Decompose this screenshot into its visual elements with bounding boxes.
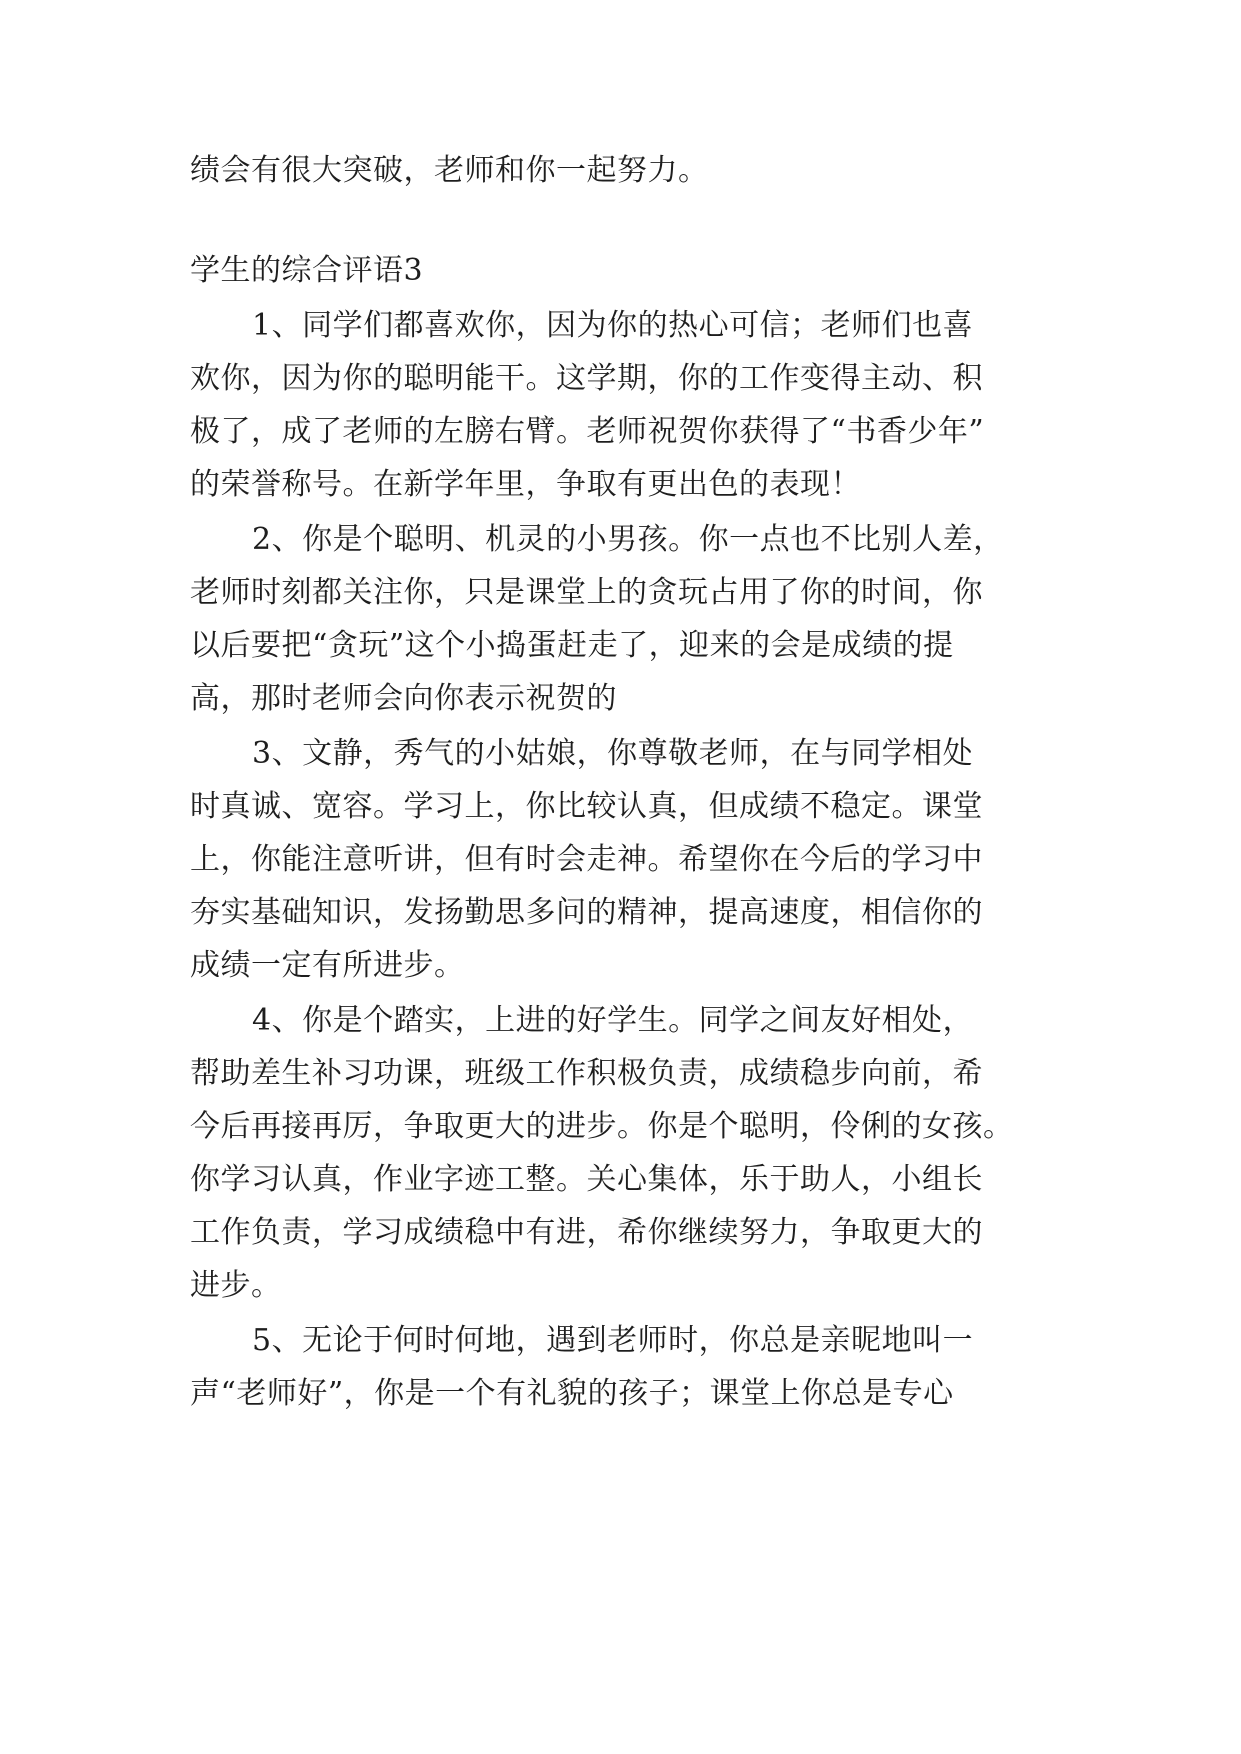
text-line: 2、你是个聪明、机灵的小男孩。你一点也不比别人差， (252, 522, 1004, 557)
text-line: 3、文静，秀气的小姑娘，你尊敬老师，在与同学相处 (252, 736, 974, 771)
text-line: 你学习认真，作业字迹工整。关心集体，乐于助人，小组长 (190, 1162, 983, 1197)
text-line: 欢你，因为你的聪明能干。这学期，你的工作变得主动、积 (190, 361, 983, 396)
text-line: 高，那时老师会向你表示祝贺的 (190, 681, 617, 716)
text-line: 工作负责，学习成绩稳中有进，希你继续努力，争取更大的 (190, 1215, 983, 1250)
text-line: 时真诚、宽容。学习上，你比较认真，但成绩不稳定。课堂 (190, 789, 983, 824)
text-line: 今后再接再厉，争取更大的进步。你是个聪明，伶俐的女孩。 (190, 1109, 1014, 1144)
text-line: 绩会有很大突破，老师和你一起努力。 (190, 153, 709, 188)
text-line: 老师时刻都关注你，只是课堂上的贪玩占用了你的时间，你 (190, 575, 983, 610)
text-line: 上，你能注意听讲，但有时会走神。希望你在今后的学习中 (190, 842, 983, 877)
text-line: 帮助差生补习功课，班级工作积极负责，成绩稳步向前，希 (190, 1056, 983, 1091)
text-line: 声“老师好”，你是一个有礼貌的孩子；课堂上你总是专心 (190, 1376, 954, 1411)
text-line: 极了，成了老师的左膀右臂。老师祝贺你获得了“书香少年” (190, 414, 985, 449)
text-line: 5、无论于何时何地，遇到老师时，你总是亲昵地叫一 (252, 1323, 974, 1358)
text-line: 的荣誉称号。在新学年里，争取有更出色的表现！ (190, 467, 861, 502)
text-line: 进步。 (190, 1268, 282, 1303)
text-line: 1、同学们都喜欢你，因为你的热心可信；老师们也喜 (252, 308, 974, 343)
text-line: 成绩一定有所进步。 (190, 948, 465, 983)
section-heading: 学生的综合评语3 (190, 253, 424, 288)
text-line: 以后要把“贪玩”这个小捣蛋赶走了，迎来的会是成绩的提 (190, 628, 954, 663)
text-line: 4、你是个踏实，上进的好学生。同学之间友好相处， (252, 1003, 974, 1038)
text-line: 夯实基础知识，发扬勤思多问的精神，提高速度，相信你的 (190, 895, 983, 930)
